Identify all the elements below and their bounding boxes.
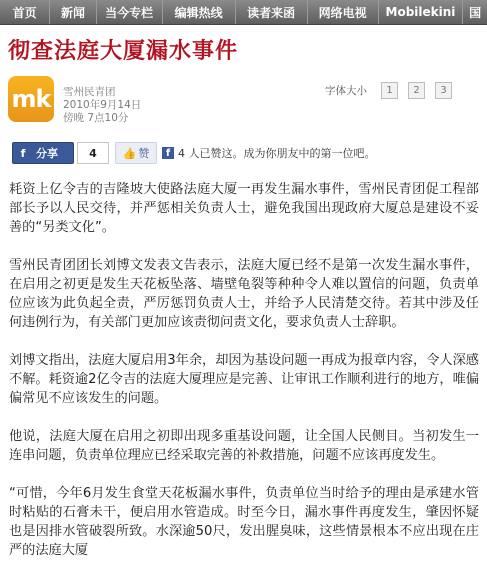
article-paragraph: 他说，法庭大厦在启用之初即出现多重基设问题，让全国人民侧目。当初发生一连串问题，负责单位理应已经采取完善的补救措施，问题不应该再度发生。 [9, 429, 479, 463]
like-summary-text: 4 人已赞这。成为你朋友中的第一位吧。 [178, 147, 376, 160]
font-size-3-button[interactable]: 3 [435, 82, 452, 99]
nav-item-letters[interactable]: 读者来函 [236, 0, 308, 24]
nav-item-home[interactable]: 首页 [0, 0, 50, 24]
font-size-2-button[interactable]: 2 [408, 82, 425, 99]
facebook-icon: f [162, 147, 174, 159]
share-label: 分享 [36, 147, 58, 160]
article-title: 彻查法庭大厦漏水事件 [8, 39, 239, 64]
top-navigation [0, 0, 487, 25]
font-size-label: 字体大小 [325, 85, 367, 97]
nav-item-news[interactable]: 新闻 [50, 0, 96, 24]
nav-item-mobilekini[interactable]: Mobilekini [379, 0, 464, 24]
article-paragraph: 耗资上亿令吉的吉隆坡大使路法庭大厦一再发生漏水事件，雪州民青团促工程部部长予以人民交待，并严惩相关负责人士，避免我国出现政府大厦总是建设不妥善的“另类文化”。 [9, 182, 479, 235]
article-paragraph: “可惜，今年6月发生食堂天花板漏水事件，负责单位当时给予的理由是承建水管时粘贴的石膏未干，便启用水管造成。时至今日，漏水事件再度发生，肇因怀疑也是因排水管破裂所致。水深逾50尺，发出腥臭味，这些情景根本不应出现在庄严的法庭大厦 [9, 486, 479, 558]
like-summary [162, 145, 376, 161]
thumbs-up-icon: 👍 [122, 146, 137, 160]
facebook-icon: f [20, 146, 26, 160]
article-source: 雪州民青团 [63, 86, 116, 98]
like-label: 赞 [138, 147, 150, 160]
nav-item-web-tv[interactable]: 网络电视 [308, 0, 379, 24]
facebook-like-button[interactable] [115, 142, 157, 164]
share-count: 4 [77, 142, 109, 164]
article-paragraph: 雪州民青团团长刘博文发表文告表示，法庭大厦已经不是第一次发生漏水事件，在启用之初更是发生天花板坠落、墙壁龟裂等种种令人难以置信的问题，负责单位应该为此负起全责，严厉惩罚负责人士，并给予人民清楚交待。若其中涉及任何违例行为，有关部门更加应该责彻问责文化，要求负责人士辞职。 [9, 258, 479, 330]
article-date: 2010年9月14日 [63, 99, 142, 111]
malaysiakini-logo [8, 76, 54, 122]
nav-item-more[interactable]: 国 [469, 5, 482, 20]
article-meta [63, 86, 141, 125]
share-bar [0, 142, 487, 166]
logo-text: mk [11, 85, 51, 113]
font-size-1-button[interactable]: 1 [381, 82, 398, 99]
nav-item-columns[interactable]: 当今专栏 [97, 0, 163, 24]
article-paragraph: 刘博文指出，法庭大厦启用3年余，却因为基设问题一再成为报章内容，令人深感不解。耗资逾2亿令吉的法庭大厦理应是完善、让审讯工作顺利进行的地方，唯偏偏常见不应该发生的问题。 [9, 353, 479, 406]
article-time: 傍晚 7点10分 [63, 112, 129, 124]
nav-item-editor-hotline[interactable]: 编辑热线 [163, 0, 236, 24]
facebook-share-button[interactable] [12, 142, 74, 164]
font-size-control [325, 82, 452, 99]
article-body [9, 180, 479, 579]
